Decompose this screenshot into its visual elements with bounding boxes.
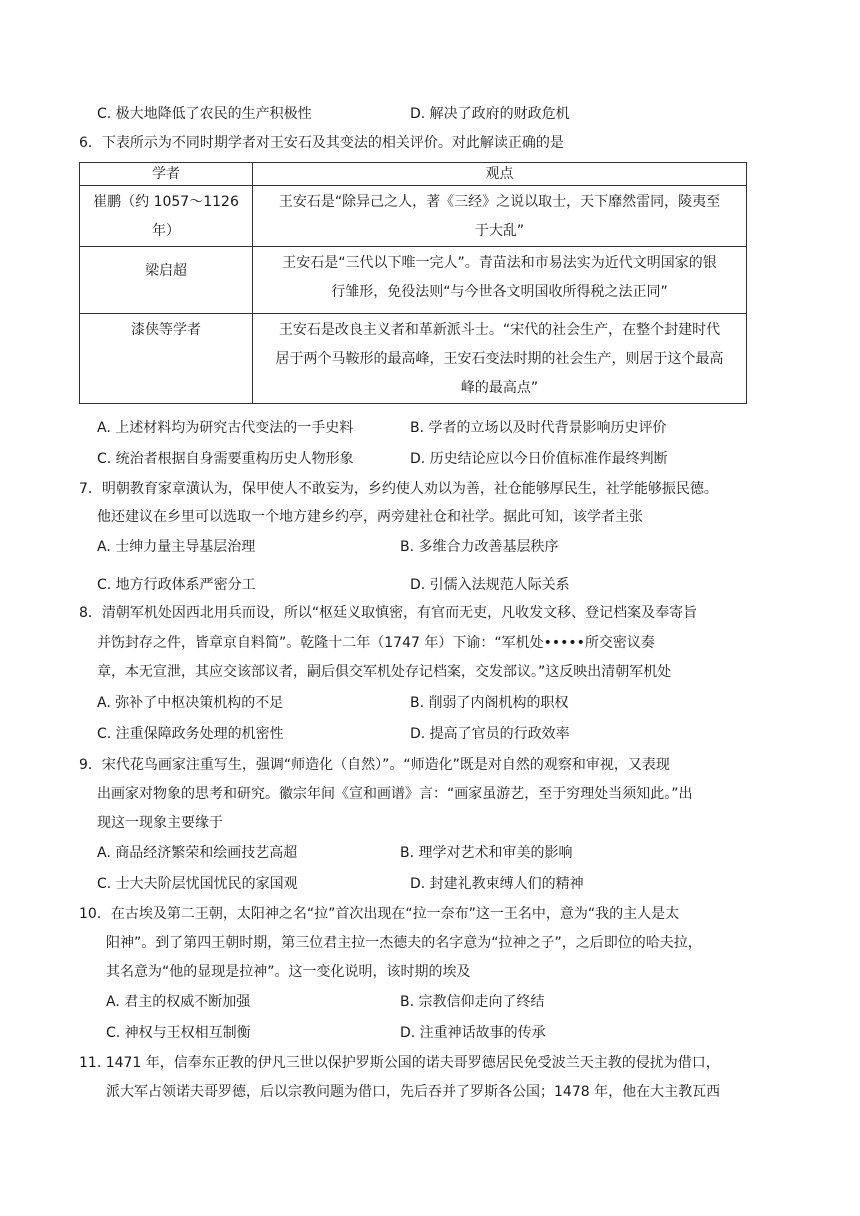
q7-option-a: A. 士绅力量主导基层治理 [97, 539, 256, 555]
q8-option-d: D. 提高了官员的行政效率 [410, 726, 570, 742]
q7-stem-line: 7．明朝教育家章潢认为，保甲使人不敢妄为，乡约使人劝以为善，社仓能够厚民生，社学能够振民德。 [79, 481, 718, 497]
table-row [80, 186, 747, 247]
q8-stem-line: 8．清朝军机处因西北用兵而设，所以“枢廷义取慎密，有官而无吏，凡收发文移、登记档案及奉寄旨 [79, 605, 698, 621]
q8-stem-line: 并饬封存之件，皆章京自料简”。乾隆十二年（1747 年）下谕：“军机处•••••所交密议奏 [97, 635, 655, 651]
cell-scholar [80, 186, 253, 247]
view-line: 王安石是改良主义者和革新派斗士。“宋代的社会生产，在整个封建时代 [278, 322, 721, 338]
cell-scholar [80, 247, 253, 314]
q7-option-b: B. 多维合力改善基层秩序 [400, 539, 559, 555]
q6-option-d: D. 历史结论应以今日价值标准作最终判断 [410, 451, 668, 467]
q7-stem-line: 他还建议在乡里可以选取一个地方建乡约亭，两旁建社仓和社学。据此可知，该学者主张 [97, 509, 643, 525]
q6-option-b: B. 学者的立场以及时代背景影响历史评价 [410, 420, 667, 436]
q11-stem-line: 派大军占领诺夫哥罗德，后以宗教问题为借口，先后吞并了罗斯各公国；1478 年，他在大主教瓦西 [106, 1084, 721, 1100]
view-line: 王安石是“除异己之人，著《三经》之说以取士，天下靡然雷同，陵夷至 [278, 194, 721, 210]
cell-view [253, 314, 747, 404]
view-line: 行雏形，免役法则“与今世各文明国收所得税之法正同” [331, 284, 668, 300]
q9-option-a: A. 商品经济繁荣和绘画技艺高超 [97, 845, 298, 861]
view-line: 于大乱” [474, 223, 525, 239]
header-scholar: 学者 [80, 163, 253, 186]
table-header-row [80, 163, 747, 186]
scholar-line: 漆侠等学者 [131, 322, 201, 338]
q8-option-b: B. 削弱了内阁机构的职权 [410, 695, 569, 711]
table-row [80, 314, 747, 404]
q5-option-d: D. 解决了政府的财政危机 [410, 106, 570, 122]
q8-option-c: C. 注重保障政务处理的机密性 [97, 726, 284, 742]
q8-stem-line: 章，本无宣泄，其应交该部议者，嗣后俱交军机处存记档案，交发部议。”这反映出清朝军机处 [97, 664, 672, 680]
view-line: 王安石是“三代以下唯一完人”。青苗法和市易法实为近代文明国家的银 [282, 255, 717, 271]
cell-scholar [80, 314, 253, 404]
table-row [80, 247, 747, 314]
q7-option-d: D. 引儒入法规范人际关系 [410, 577, 570, 593]
q11-stem-line: 11. 1471 年，信奉东正教的伊凡三世以保护罗斯公国的诺夫哥罗德居民免受波兰天主教的侵扰为借口， [79, 1055, 720, 1071]
q7-option-c: C. 地方行政体系严密分工 [97, 577, 256, 593]
q10-option-d: D. 注重神话故事的传承 [400, 1025, 546, 1041]
q10-option-a: A. 君主的权威不断加强 [106, 994, 251, 1010]
cell-view [253, 186, 747, 247]
q6-stem: 6．下表所示为不同时期学者对王安石及其变法的相关评价。对此解读正确的是 [79, 135, 564, 151]
q10-option-b: B. 宗教信仰走向了终结 [400, 994, 545, 1010]
q9-option-c: C. 士大夫阶层忧国忧民的家国观 [97, 876, 298, 892]
q10-option-c: C. 神权与王权相互制衡 [106, 1025, 251, 1041]
scholar-line: 年） [152, 223, 180, 239]
scholar-line: 崔鹏（约 1057～1126 [93, 194, 239, 210]
q6-option-a: A. 上述材料均为研究古代变法的一手史料 [97, 420, 354, 436]
q6-option-c: C. 统治者根据自身需要重构历史人物形象 [97, 451, 354, 467]
q8-option-a: A. 弥补了中枢决策机构的不足 [97, 695, 284, 711]
q9-stem-line: 9．宋代花鸟画家注重写生，强调“师造化（自然）”。“师造化”既是对自然的观察和审视，又表现 [79, 757, 670, 773]
q10-stem-line: 其名意为“他的显现是拉神”。这一变化说明，该时期的埃及 [106, 964, 471, 980]
q10-stem-line: 10．在古埃及第二王朝，太阳神之名“拉”首次出现在“拉一奈布”这一王名中，意为“我的主人是太 [79, 906, 680, 922]
q9-stem-line: 现这一现象主要缘于 [97, 815, 223, 831]
q5-option-c: C. 极大地降低了农民的生产积极性 [97, 106, 312, 122]
scholar-line: 梁启超 [145, 263, 187, 279]
header-view: 观点 [253, 163, 747, 186]
view-line: 居于两个马鞍形的最高峰，王安石变法时期的社会生产，则居于这个最高 [275, 351, 724, 367]
view-line: 峰的最高点” [460, 380, 539, 396]
cell-view [253, 247, 747, 314]
q9-option-b: B. 理学对艺术和审美的影响 [400, 845, 573, 861]
q10-stem-line: 阳神”。到了第四王朝时期，第三位君主拉一杰德夫的名字意为“拉神之子”，之后即位的哈夫拉， [106, 935, 702, 951]
q9-stem-line: 出画家对物象的思考和研究。徽宗年间《宣和画谱》言：“画家虽游艺，至于穷理处当须知此。”出 [97, 786, 693, 802]
q6-evaluation-table [79, 162, 747, 404]
q9-option-d: D. 封建礼教束缚人们的精神 [410, 876, 584, 892]
